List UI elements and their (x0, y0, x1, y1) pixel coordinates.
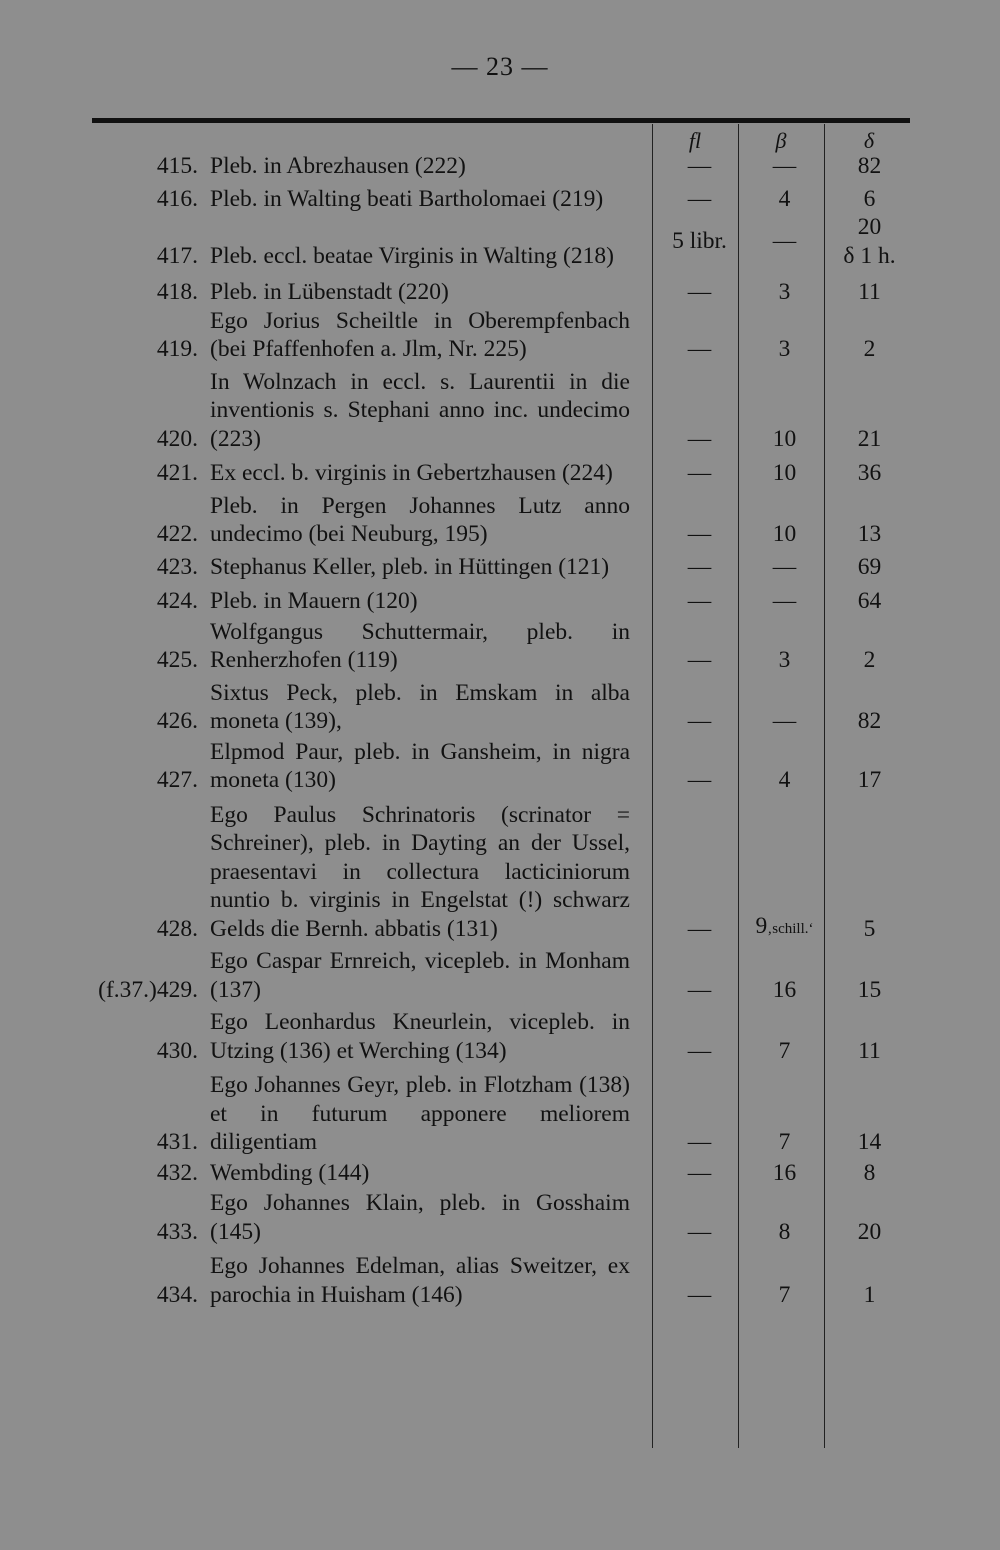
entry-text: Pleb. in Abrezhausen (222) (210, 153, 466, 179)
value-beta (742, 976, 827, 1005)
entry-text: Elpmod Paur, pleb. in Gansheim, in nigra moneta (130) (210, 738, 630, 793)
entry-text: Ego Johannes Geyr, pleb. in Flotzham (138) et in futurum apponere meliorem diligentiam (210, 1072, 630, 1155)
value-delta (827, 152, 912, 181)
value-delta (827, 553, 912, 582)
value-delta (827, 1218, 912, 1247)
entry-number: 430. (156, 1037, 198, 1064)
entry-text: Sixtus Peck, pleb. in Emskam in alba moneta (139), (210, 679, 630, 734)
list-item (0, 368, 1000, 454)
list-item (0, 213, 1000, 270)
value-delta-number: 11 (858, 279, 881, 305)
value-beta (742, 1281, 827, 1310)
value-delta-number: 69 (857, 553, 882, 580)
list-item (0, 947, 1000, 1004)
value-beta-number: 3 (778, 279, 791, 305)
value-beta-number: 4 (778, 185, 791, 212)
entry-number: 428. (156, 915, 198, 942)
list-item (0, 679, 1000, 736)
entry-number: 423. (156, 553, 198, 580)
value-delta-number: 64 (857, 588, 882, 614)
value-fl: — (687, 1281, 712, 1308)
value-delta-number: 82 (857, 153, 882, 179)
entry-text: Stephanus Keller, pleb. in Hüttingen (121) (210, 553, 610, 580)
value-delta (827, 335, 912, 364)
value-fl: — (687, 767, 712, 793)
value-beta (742, 1218, 827, 1247)
value-beta (742, 553, 827, 582)
entry-number: 419. (156, 336, 198, 362)
list-item (0, 152, 1000, 181)
value-delta (827, 425, 912, 454)
list-item (0, 185, 1000, 214)
value-delta (827, 707, 912, 736)
value-beta (742, 587, 827, 616)
entry-text: Pleb. in Walting beati Bartholomaei (219) (210, 185, 604, 212)
column-header-delta: δ (863, 128, 875, 153)
entry-number: 422. (156, 521, 198, 547)
list-item (0, 1159, 1000, 1188)
value-fl: — (687, 588, 712, 614)
value-delta-number: 20 (857, 1218, 882, 1245)
value-delta-number: 2 (863, 336, 876, 362)
entry-number: 416. (156, 185, 198, 212)
entry-number: 427. (156, 767, 198, 793)
value-beta-number: 9 (755, 912, 768, 939)
value-delta-number: 8 (863, 1159, 876, 1186)
value-delta (827, 459, 912, 488)
value-fl: — (687, 336, 712, 362)
value-beta (742, 459, 827, 488)
entry-text: Ego Johannes Edelman, alias Sweitzer, ex parochia in Huisham (146) (210, 1253, 630, 1308)
entry-list (0, 152, 1000, 1309)
list-item (0, 492, 1000, 549)
entry-text: Ego Leonhardus Kneurlein, vicepleb. in Utzing (136) et Werching (134) (210, 1009, 630, 1064)
value-delta (827, 587, 912, 616)
entry-number: 421. (156, 460, 198, 486)
list-item (0, 459, 1000, 488)
value-delta (827, 976, 912, 1005)
entry-number: 426. (156, 708, 198, 734)
value-delta (827, 915, 912, 944)
value-fl: — (687, 915, 712, 942)
value-beta-number: — (772, 708, 797, 734)
column-header-fl: fl (688, 128, 702, 153)
value-beta (742, 646, 827, 675)
value-beta-number: 10 (772, 425, 797, 452)
value-fl: — (687, 1218, 712, 1245)
value-beta-number: 10 (772, 460, 797, 486)
value-fl: — (687, 976, 712, 1003)
entry-text: Wolfgangus Schuttermair, pleb. in Renherzhofen (119) (210, 618, 630, 673)
value-beta (742, 520, 827, 549)
value-delta-number: 13 (857, 521, 882, 547)
value-beta (742, 425, 827, 454)
value-beta-number: — (772, 228, 797, 255)
entry-text: Ego Johannes Klain, pleb. in Gosshaim (145) (210, 1190, 630, 1245)
entry-number: 433. (156, 1218, 198, 1245)
value-beta-number: 16 (772, 976, 797, 1003)
value-beta-number: 7 (778, 1281, 791, 1308)
value-fl: — (687, 1159, 712, 1186)
entry-text: Ego Paulus Schrinatoris (scrinator = Schreiner), pleb. in Dayting an der Ussel, praesentavi in collectura lacticiniorum nuntio b. virginis in Engelstat (!) schwarz Gelds die Bernh. abbatis (131) (210, 801, 630, 942)
value-beta-number: — (772, 153, 797, 179)
value-fl: — (687, 708, 712, 734)
entry-number: (f.37.)429. (98, 976, 198, 1003)
value-delta-number: 21 (857, 425, 882, 452)
value-beta (742, 278, 827, 307)
value-delta-number: 17 (857, 767, 882, 793)
list-item (0, 1008, 1000, 1065)
value-delta (827, 1128, 912, 1157)
value-fl: — (687, 1037, 712, 1064)
list-item (0, 1071, 1000, 1157)
value-beta-number: 16 (772, 1159, 797, 1186)
value-beta-number: 8 (778, 1218, 791, 1245)
entry-text: Pleb. in Mauern (120) (210, 588, 418, 614)
value-beta-number: — (772, 588, 797, 614)
value-beta-number: 7 (778, 1129, 791, 1155)
value-delta (827, 278, 912, 307)
entry-number: 424. (156, 588, 198, 614)
entry-number: 431. (156, 1129, 198, 1155)
list-item (0, 1252, 1000, 1309)
entry-text: Ego Jorius Scheiltle in Oberempfenbach (bei Pfaffenhofen a. Jlm, Nr. 225) (210, 307, 630, 362)
value-delta-extra: δ 1 h. (843, 242, 896, 269)
value-beta (742, 1159, 827, 1188)
top-rule (92, 118, 910, 123)
list-item (0, 307, 1000, 364)
value-beta (742, 152, 827, 181)
value-fl: 5 libr. (672, 228, 727, 255)
value-fl: — (687, 425, 712, 452)
column-header-beta: β (775, 128, 787, 153)
value-fl: — (687, 1129, 712, 1155)
entry-number: 434. (156, 1281, 198, 1308)
value-delta (827, 766, 912, 795)
list-item (0, 553, 1000, 582)
value-delta (827, 646, 912, 675)
value-fl: — (687, 647, 712, 673)
list-item (0, 801, 1000, 944)
entry-text: Pleb. in Pergen Johannes Lutz anno undecimo (bei Neuburg, 195) (210, 492, 630, 547)
value-delta-number: 20 (857, 214, 882, 240)
value-beta (742, 1037, 827, 1066)
value-beta-number: 3 (778, 647, 791, 673)
list-item (0, 587, 1000, 616)
value-beta (742, 227, 827, 256)
value-beta-number: 4 (778, 767, 791, 793)
entry-number: 420. (156, 425, 198, 452)
entry-text: Ego Caspar Ernreich, vicepleb. in Monham (137) (210, 948, 630, 1003)
value-delta-number: 36 (857, 460, 882, 486)
value-fl: — (687, 185, 712, 212)
value-fl: — (687, 460, 712, 486)
value-delta (827, 1159, 912, 1188)
value-beta (742, 185, 827, 214)
list-item (0, 738, 1000, 795)
value-delta-number: 15 (857, 976, 882, 1003)
value-beta (742, 1128, 827, 1157)
value-delta-number: 2 (863, 647, 876, 673)
value-fl: — (687, 279, 712, 305)
list-item (0, 1189, 1000, 1246)
value-delta (827, 1037, 912, 1066)
value-delta (827, 1281, 912, 1310)
value-beta (742, 766, 827, 795)
value-beta-number: 7 (778, 1037, 791, 1064)
value-beta (742, 707, 827, 736)
page-number: — 23 — (451, 52, 549, 81)
entry-number: 432. (156, 1159, 198, 1186)
value-delta-number: 82 (857, 708, 882, 734)
entry-text: Ex eccl. b. virginis in Gebertzhausen (224) (210, 460, 613, 486)
entry-text: Pleb. eccl. beatae Virginis in Walting (218) (210, 242, 614, 269)
value-delta-number: 6 (863, 185, 876, 212)
entry-number: 417. (156, 242, 198, 269)
value-delta (827, 520, 912, 549)
value-beta-note: ‚schill.‘ (767, 920, 814, 937)
value-beta (742, 335, 827, 364)
value-delta-number: 1 (863, 1281, 876, 1308)
value-delta (827, 213, 912, 270)
value-delta (827, 185, 912, 214)
entry-number: 418. (156, 279, 198, 305)
entry-text: Pleb. in Lübenstadt (220) (210, 279, 449, 305)
value-beta (742, 912, 827, 944)
entry-text: In Wolnzach in eccl. s. Laurentii in die inventionis s. Stephani anno inc. undecimo (223) (210, 368, 630, 452)
entry-text: Wembding (144) (210, 1159, 370, 1186)
value-beta-number: 10 (772, 521, 797, 547)
value-fl: — (687, 153, 712, 179)
entry-number: 425. (156, 647, 198, 673)
value-delta-number: 5 (863, 915, 876, 942)
value-delta-number: 11 (858, 1037, 881, 1064)
list-item (0, 278, 1000, 307)
value-fl: — (687, 553, 712, 580)
value-fl: — (687, 521, 712, 547)
entry-number: 415. (156, 153, 198, 179)
value-delta-number: 14 (857, 1129, 882, 1155)
list-item (0, 618, 1000, 675)
value-beta-number: — (772, 553, 797, 580)
value-beta-number: 3 (778, 336, 791, 362)
